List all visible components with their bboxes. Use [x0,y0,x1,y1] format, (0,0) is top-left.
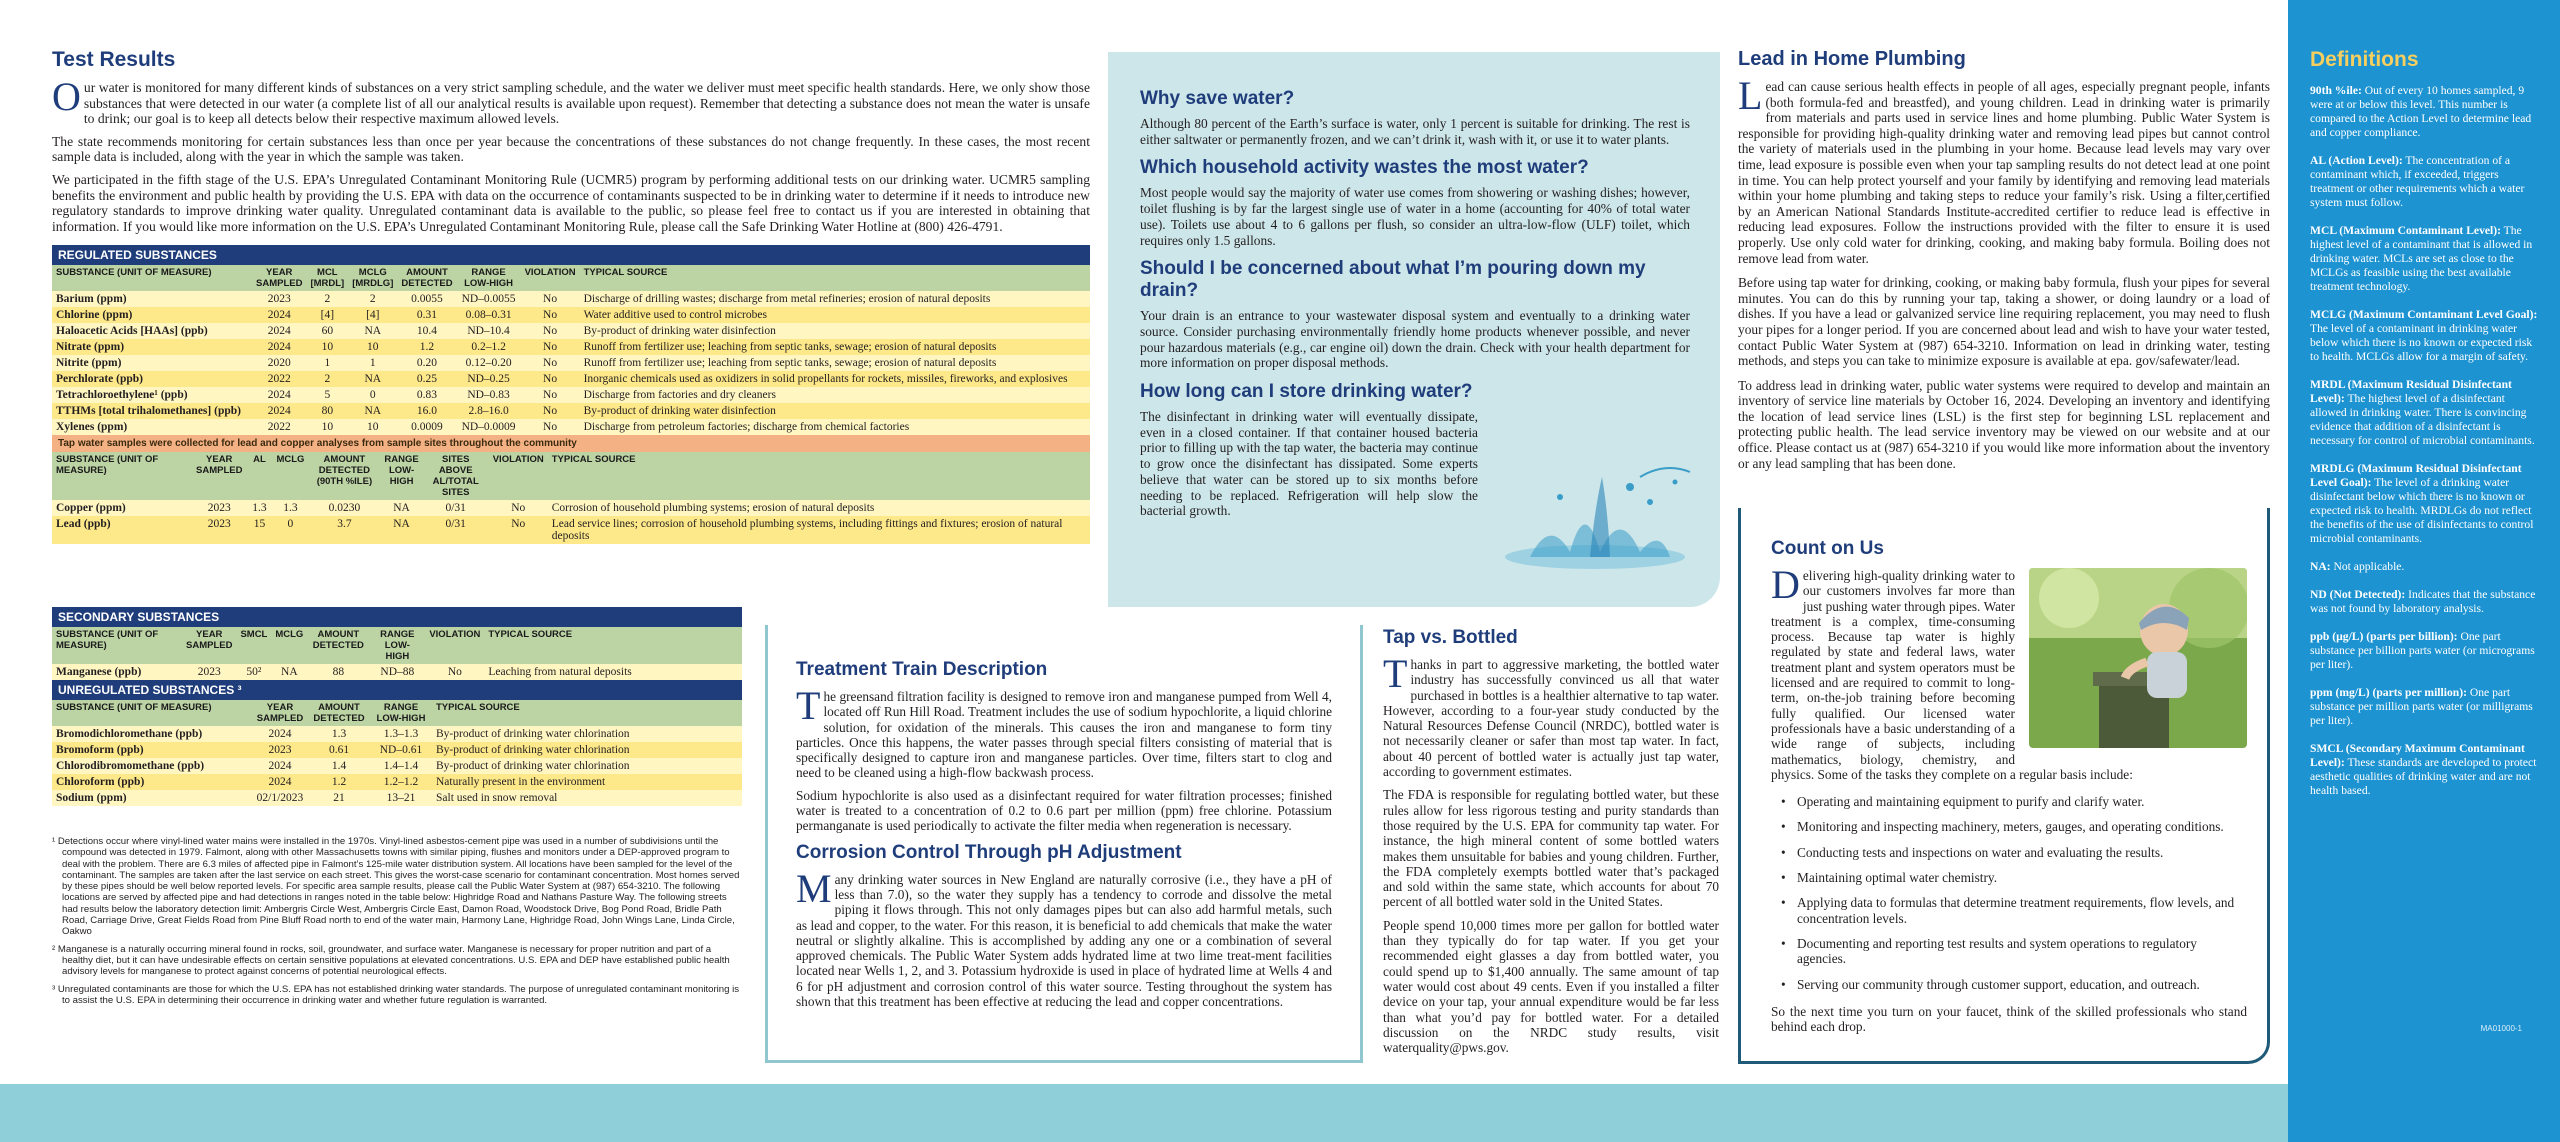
lead-p2: Before using tap water for drinking, cooking, or making baby formula, flush your pipes for several minutes. You can do this by running your tap, taking a shower, or doing laundry or a load of dishes. If you have a lead or galvanized service line requiring replacement, you may need to flush your pipes for a longer period. If you are concerned about lead and wish to have your water tested, contact Public Water System at (987) 654-3210. Information on lead in drinking water, testing methods, and steps you can take to minimize exposure is available at epa. gov/safewater/lead. [1738,275,2270,369]
water-splash-image [1490,457,1700,577]
definition-text: Out of every 10 homes sampled, 9 were at or below this level. This number is compared to the Action Level to determine lead and copper compliance. [2310,84,2532,139]
table-cell: NA [348,403,397,419]
table-cell: Lead service lines; corrosion of household plumbing systems, including fittings and fixtures; erosion of natural deposits [548,516,1090,544]
column-header: MCLG [MRDLG] [348,265,397,291]
table-cell: 2024 [252,758,308,774]
table-cell: Barium (ppm) [52,291,252,307]
table-cell: ND–88 [369,664,425,680]
column-header: VIOLATION [489,452,548,500]
table-cell: No [521,419,580,435]
table-cell: 2 [306,371,348,387]
table-cell: 0.0230 [308,500,380,516]
table-row [52,355,1090,371]
table-cell: ND–0.0009 [457,419,521,435]
footnote-2: ² Manganese is a naturally occurring mineral found in rocks, soil, groundwater, and surface water. Manganese is necessary for proper nutrition and part of a healthy diet, but it can have undesirable effects on certain sensitive populations at elevated concentrations. U.S. EPA and DEP have established public health advisory levels for manganese to protect against concerns of potential neurological effects. [52,943,730,978]
definition-item [2310,588,2542,616]
table-cell: 88 [307,664,369,680]
table-cell: By-product of drinking water disinfection [580,403,1090,419]
definition-item [2310,560,2542,574]
table-cell: 1.2 [308,774,370,790]
table-cell: 80 [306,403,348,419]
table-cell: NA [271,664,307,680]
table-cell: 2024 [252,726,308,742]
table-cell: 2023 [182,664,236,680]
definition-text: One part substance per million parts water (or milligrams per liter). [2310,686,2533,727]
table-cell: Runoff from fertilizer use; leaching from septic tanks, sewage; erosion of natural deposits [580,339,1090,355]
table-cell: Lead (ppb) [52,516,192,544]
table-cell: 10 [348,339,397,355]
table-cell: 2.8–16.0 [457,403,521,419]
bottom-strip [0,1084,2288,1142]
table-cell: 13–21 [370,790,432,806]
table-cell: 0.0009 [397,419,456,435]
table-cell: Discharge from factories and dry cleaners [580,387,1090,403]
table-cell: Discharge of drilling wastes; discharge from metal refineries; erosion of natural deposits [580,291,1090,307]
table-cell: By-product of drinking water chlorination [432,726,742,742]
table-cell: 5 [306,387,348,403]
column-header: SUBSTANCE (UNIT OF MEASURE) [52,265,252,291]
table-cell: TTHMs [total trihalomethanes] (ppb) [52,403,252,419]
table-cell: ND–0.83 [457,387,521,403]
column-header: RANGE LOW-HIGH [457,265,521,291]
column-header: YEAR SAMPLED [182,627,236,664]
definition-text: The level of a contaminant in drinking water below which there is no known or expected risk to health. MCLGs allow for a margin of safety. [2310,322,2533,363]
table-cell: 2024 [252,387,306,403]
count-p1: Delivering high-quality drinking water to our customers involves far more than just pushing water through pipes. Water treatment is a complex, time-consuming process. Because tap water is highly regulated by state and federal laws, water treatment plant and system operators must be licensed and are required to commit to long-term, on-the-job training before becoming fully qualified. Our licensed water professionals have a basic understanding of a wide range of subjects, including mathematics, biology, chemistry, and physics. Some of the tasks they complete on a regular basis include: [1771,562,2133,782]
definition-text: The concentration of a contaminant which, if exceeded, triggers treatment or other requirements which a water system must follow. [2310,154,2525,209]
definition-text: These standards are developed to protect aesthetic qualities of drinking water and are not health based. [2310,756,2537,797]
column-header: RANGE LOW-HIGH [380,452,422,500]
table-cell: 0/31 [423,516,489,544]
table-cell: NA [348,371,397,387]
definition-text: The highest level of a contaminant that is allowed in drinking water. MCLs are set as close to the MCLGs as feasible using the best available treatment technology. [2310,224,2533,293]
column-header: RANGE LOW-HIGH [370,700,432,726]
table-cell: Tetrachloroethylene¹ (ppb) [52,387,252,403]
table-row [52,500,1090,516]
table-cell: 1.4 [308,758,370,774]
column-header: AMOUNT DETECTED [397,265,456,291]
household-text: Most people would say the majority of water use comes from showering or washing dishes; however, toilet flushing is by far the largest single use of water in a home (accounting for 40% of total water use). Toilets use about 4 to 6 gallons per flush, so consider an ultra-low-flow (ULF) toilet, which requires only 1.5 gallons. [1140,185,1690,248]
column-header: VIOLATION [521,265,580,291]
table-cell: 2022 [252,419,306,435]
unregulated-heading: UNREGULATED SUBSTANCES ³ [52,680,742,700]
table-cell: ND–10.4 [457,323,521,339]
table-cell: Bromodichloromethane (ppb) [52,726,252,742]
table-cell: 10 [348,419,397,435]
table-cell: 0.08–0.31 [457,307,521,323]
lead-p1: Lead can cause serious health effects in people of all ages, especially pregnant people, infants (both formula-fed and breastfed), and young children. Lead in drinking water is primarily from materials and parts used in service lines and home plumbing. Public Water System is responsible for providing high-quality drinking water and removing lead pipes but cannot control the variety of materials used in the plumbing in your home. Because lead levels may vary over time, lead exposure is possible even when your tap sampling results do not detect lead at one point in time. You can help protect yourself and your family by identifying and removing lead materials within your home plumbing and taking steps to reduce your family’s risk. Using a filter,certified by an American National Standards Institute-accredited certifier to reduce lead is effective in reducing lead exposures. Follow the instructions provided with the filter to ensure it is used properly. Use only cold water for drinking, cooking, and making baby formula. Boiling does not remove lead from water. [1738,73,2270,266]
table-cell: 0.12–0.20 [457,355,521,371]
table-row [52,758,742,774]
secondary-table [52,627,742,680]
table-cell: NA [380,500,422,516]
column-header: AMOUNT DETECTED (90TH %ILE) [308,452,380,500]
test-results-p3: We participated in the fifth stage of the U.S. EPA’s Unregulated Contaminant Monitoring Rule (UCMR5) program by performing additional tests on our drinking water. UCMR5 sampling benefits the environment and public health by providing the U.S. EPA with data on the occurrence of contaminants suspected to be in drinking water to determine if it needs to introduce new regulatory standards to improve drinking water quality. Unregulated contaminant data is available to the public, so please feel free to contact us if you are interested in obtaining that information. If you would like more information on the U.S. EPA’s Unregulated Contaminant Monitoring Rule, please call the Safe Drinking Water Hotline at (800) 426-4791. [52,171,1090,234]
table-cell: Salt used in snow removal [432,790,742,806]
lead-copper-table [52,452,1090,544]
table-cell: No [521,403,580,419]
column-header: SUBSTANCE (UNIT OF MEASURE) [52,452,192,500]
table-cell: 21 [308,790,370,806]
dropcap: T [796,683,821,728]
table-cell: 2023 [252,742,308,758]
table-cell: Runoff from fertilizer use; leaching from septic tanks, sewage; erosion of natural deposits [580,355,1090,371]
unregulated-table [52,700,742,806]
table-cell: 2024 [252,323,306,339]
table-row [52,307,1090,323]
footnote-3: ³ Unregulated contaminants are those for which the U.S. EPA has not established drinking water standards. The purpose of unregulated contaminant monitoring is to assist the U.S. EPA in determining their occurrence in drinking water and whether future regulation is warranted. [52,983,740,1006]
table-cell: No [521,387,580,403]
regulated-table [52,265,1090,435]
table-cell: Nitrate (ppm) [52,339,252,355]
definition-item [2310,462,2542,546]
table-cell: [4] [306,307,348,323]
column-header: YEAR SAMPLED [252,700,308,726]
definition-term: MRDL (Maximum Residual Disinfectant Level): [2310,378,2512,405]
tap-title: Tap vs. Bottled [1383,627,1518,648]
table-cell: 2024 [252,403,306,419]
treatment-p2: Sodium hypochlorite is also used as a disinfectant required for water filtration processes; finished water is treated to a concentration of 0.2 to 0.6 part per million (ppm) free chlorine. Potassium permanganate is used periodically to activate the filter media when regeneration is necessary. [796,787,1332,834]
column-header: SMCL [236,627,271,664]
table-cell: 2024 [252,774,308,790]
definition-item [2310,630,2542,672]
corrosion-p1: Many drinking water sources in New England are naturally corrosive (i.e., they have a pH of less than 7.0), so the water they supply has a tendency to corrode and dissolve the metal piping it flows through. This not only damages pipes but can also add harmful metals, such as lead and copper, to the water. For this reason, it is beneficial to add chemicals that make the water neutral or slightly alkaline. This is accomplished by adding any one or a combination of several approved chemicals. The Public Water System adds hydrated lime at two lime treat-ment facilities located near Wells 1, 2, and 3. Potassium hydroxide is used in place of hydrated lime at Wells 4 and 6 for pH adjustment and corrosion control of this water source. Testing throughout the system has shown that this treatment has been effective at reducing the lead and copper concentrations. [796,865,1332,1010]
table-cell: ND–0.61 [370,742,432,758]
column-header: MCLG [271,627,307,664]
table-cell: 0.31 [397,307,456,323]
definition-term: ppb (µg/L) (parts per billion): [2310,630,2458,643]
table-cell: Manganese (ppb) [52,664,182,680]
lead-copper-note: Tap water samples were collected for lead and copper analyses from sample sites throughout the community [52,435,1090,452]
table-cell: Bromoform (ppb) [52,742,252,758]
column-header: TYPICAL SOURCE [580,265,1090,291]
dropcap: L [1738,73,1763,118]
table-cell: [4] [348,307,397,323]
why-save-title: Why save water? [1140,88,1295,109]
treatment-section [765,625,1363,1063]
table-cell: 1.3 [246,500,272,516]
lead-p3: To address lead in drinking water, public water systems were required to develop and maintain an inventory of service line materials by October 16, 2024. Developing an inventory and identifying the location of lead service lines (LSL) is the first step for beginning LSL replacement and protecting public health. The lead service inventory may be viewed on our website and at our office. Please contact us at (987) 654-3210 if you would like more information about the inventory or any lead sampling that has been done. [1738,377,2270,471]
table-cell: 0 [272,516,308,544]
drain-title: Should I be concerned about what I’m pouring down my drain? [1140,258,1646,302]
list-item: • Documenting and reporting test results and system operations to regulatory agencies. [1781,936,2247,967]
column-header: AMOUNT DETECTED [308,700,370,726]
definition-item [2310,224,2542,294]
column-header: SUBSTANCE (UNIT OF MEASURE) [52,627,182,664]
table-cell: 1.3 [272,500,308,516]
table-cell: 1.2 [397,339,456,355]
column-header: MCLG [272,452,308,500]
table-cell: Chlorine (ppm) [52,307,252,323]
table-header-row [52,452,1090,500]
table-header-row [52,265,1090,291]
definition-term: ND (Not Detected): [2310,588,2406,601]
table-cell: 10 [306,419,348,435]
column-header: AL [246,452,272,500]
table-row [52,726,742,742]
list-item: • Applying data to formulas that determine treatment requirements, flow levels, and concentration levels. [1781,895,2247,926]
table-row [52,742,742,758]
definition-term: SMCL (Secondary Maximum Contaminant Level): [2310,742,2525,769]
store-text: The disinfectant in drinking water will eventually dissipate, even in a closed container. If that container housed bacteria prior to filling up with the tap water, the bacteria may continue to grow once the disinfectant has dissipated. Some experts believe that water can be stored up to six months before needing to be replaced. Refrigeration will help slow the bacterial growth. [1140,409,1478,519]
column-header: YEAR SAMPLED [252,265,306,291]
definitions-panel [2288,0,2560,1142]
table-row [52,516,1090,544]
count-p2: So the next time you turn on your faucet, think of the skilled professionals who stand behind each drop. [1771,1003,2247,1035]
lead-section [1738,48,2270,480]
list-item: • Monitoring and inspecting machinery, meters, gauges, and operating conditions. [1781,819,2247,834]
dropcap: T [1383,651,1408,696]
table-cell: Leaching from natural deposits [484,664,742,680]
drain-text: Your drain is an entrance to your wastewater disposal system and eventually to a drinking water source. Consider purchasing environmentally friendly home products whenever possible, and never pour hazardous materials (e.g., car engine oil) down the drain. Check with your health department for more information on proper disposal methods. [1140,308,1690,371]
table-cell: 1 [306,355,348,371]
definition-term: NA: [2310,560,2331,573]
lower-tables [52,607,742,806]
list-item: • Conducting tests and inspections on water and evaluating the results. [1781,845,2247,860]
table-cell: No [521,371,580,387]
list-item: • Maintaining optimal water chemistry. [1781,870,2247,885]
list-item: • Serving our community through customer support, education, and outreach. [1781,977,2247,992]
table-row [52,339,1090,355]
table-row [52,419,1090,435]
table-cell: Corrosion of household plumbing systems; erosion of natural deposits [548,500,1090,516]
table-cell: Nitrite (ppm) [52,355,252,371]
dropcap: M [796,865,832,911]
column-header: MCL [MRDL] [306,265,348,291]
table-cell: No [521,323,580,339]
table-row [52,790,742,806]
water-faq-panel [1108,52,1720,607]
table-cell: 2023 [192,516,246,544]
table-row [52,371,1090,387]
table-cell: By-product of drinking water disinfection [580,323,1090,339]
footnote-1: ¹ Detections occur where vinyl-lined water mains were installed in the 1970s. Vinyl-lined asbestos-cement pipe was used in a number of subdivisions until the compound was detected in 1979. Falmont, along with other Massachusetts towns with similar piping, flushes and monitors under a DEP-approved program to deal with the problem. There are 6.3 miles of affected pipe in Falmont’s 125-mile water distribution system. All locations have been sampled for the level of the contaminant. The samples are taken after the last service on each street. This gives the worst-case scenario for contaminant concentration. Most homes served by these pipes should be well below reported levels. For specific area sample results, please call the Public Water System at (987) 654-3210. The following locations are served by affected pipe and had detections in ranges noted in the table below: Highridge Road and Nathans Pasture Way. The following streets had results below the laboratory detection limit: Ambergris Circle West, Ambergris Circle East, Damon Road, Woodstock Drive, Bog Pond Road, Bridle Path Road, Carriage Drive, Great Fields Road from Pine Bluff Road north to end of the water main, Harmony Lane, Highridge Road, John Wings Lane, Linda Circle, Oakwo [52,836,740,938]
table-cell: Discharge from petroleum factories; discharge from chemical factories [580,419,1090,435]
table-cell: 0.25 [397,371,456,387]
column-header: SITES ABOVE AL/TOTAL SITES [423,452,489,500]
table-cell: 1.3 [308,726,370,742]
definition-item [2310,308,2542,364]
definition-item [2310,84,2542,140]
column-header: SUBSTANCE (UNIT OF MEASURE) [52,700,252,726]
table-cell: 0.2–1.2 [457,339,521,355]
treatment-p1: The greensand filtration facility is designed to remove iron and manganese pumped from Well 4, located off Run Hill Road. Treatment includes the use of sodium hypochlorite, a liquid chlorine solution, for oxidation of the minerals. This causes the iron and manganese to form tiny particles. Once this happens, the water passes through special filters consisting of material that is specifically designed to capture iron and manganese particles. Over time, filters start to clog and need to be cleaned using a high-flow backwash process. [796,683,1332,781]
table-row [52,664,742,680]
table-row [52,323,1090,339]
count-on-us-section [1738,508,2270,1064]
table-cell: 2024 [252,307,306,323]
count-title: Count on Us [1771,538,1884,559]
table-cell: No [489,516,548,544]
regulated-heading: REGULATED SUBSTANCES [52,245,1090,265]
table-cell: By-product of drinking water chlorination [432,758,742,774]
table-cell: Xylenes (ppm) [52,419,252,435]
table-cell: 2024 [252,339,306,355]
column-header: TYPICAL SOURCE [432,700,742,726]
table-cell: 1.4–1.4 [370,758,432,774]
definition-text: The level of a drinking water disinfectant below which there is no known or expected risk to health. MRDLGs do not reflect the benefits of the use of disinfectants to control microbial contaminants. [2310,476,2534,545]
definition-term: MCLG (Maximum Contaminant Level Goal): [2310,308,2538,321]
tap-p2: The FDA is responsible for regulating bottled water, but these rules allow for less rigorous testing and purity standards than those required by the U.S. EPA for community tap water. For instance, the high mineral content of some bottled waters makes them unsuitable for babies and young children. Further, the FDA completely exempts bottled water that’s packaged and sold within the same state, which accounts for about 70 percent of all bottled water sold in the United States. [1383,787,1719,910]
table-cell: 1.2–1.2 [370,774,432,790]
table-row [52,387,1090,403]
definition-term: 90th %ile: [2310,84,2362,97]
definition-item [2310,686,2542,728]
table-cell: 50² [236,664,271,680]
footnotes [52,836,742,1012]
table-cell: No [425,664,484,680]
table-cell: 2022 [252,371,306,387]
definitions-title: Definitions [2310,48,2419,71]
table-cell: Water additive used to control microbes [580,307,1090,323]
table-cell: 1 [348,355,397,371]
column-header: VIOLATION [425,627,484,664]
table-cell: 0.61 [308,742,370,758]
table-header-row [52,627,742,664]
definition-term: ppm (mg/L) (parts per million): [2310,686,2467,699]
table-cell: No [521,307,580,323]
table-cell: 3.7 [308,516,380,544]
table-cell: 10 [306,339,348,355]
table-cell: Sodium (ppm) [52,790,252,806]
table-cell: Haloacetic Acids [HAAs] (ppb) [52,323,252,339]
table-cell: 0.20 [397,355,456,371]
definition-text: The highest level of a disinfectant allowed in drinking water. There is convincing evidence that addition of a disinfectant is necessary for control of microbial contaminants. [2310,392,2535,447]
table-cell: ND–0.0055 [457,291,521,307]
table-cell: Inorganic chemicals used as oxidizers in solid propellants for rockets, missiles, fireworks, and explosives [580,371,1090,387]
definition-item [2310,154,2542,210]
table-cell: 2023 [192,500,246,516]
table-cell: Chloroform (ppb) [52,774,252,790]
table-cell: NA [348,323,397,339]
definition-text: Not applicable. [2330,560,2405,573]
table-cell: 0 [348,387,397,403]
column-header: TYPICAL SOURCE [484,627,742,664]
treatment-title: Treatment Train Description [796,659,1048,680]
column-header: AMOUNT DETECTED [307,627,369,664]
lead-title: Lead in Home Plumbing [1738,48,1966,70]
table-cell: 0.0055 [397,291,456,307]
table-cell: 2023 [252,291,306,307]
table-cell: Perchlorate (ppb) [52,371,252,387]
boy-drinking-fountain-photo [2029,568,2247,748]
definitions-list [2310,84,2542,798]
table-cell: 1.3–1.3 [370,726,432,742]
column-header: YEAR SAMPLED [192,452,246,500]
dropcap: O [52,74,81,119]
table-cell: No [521,291,580,307]
table-cell: 0/31 [423,500,489,516]
definition-term: AL (Action Level): [2310,154,2403,167]
table-cell: 10.4 [397,323,456,339]
table-cell: 02/1/2023 [252,790,308,806]
table-header-row [52,700,742,726]
table-cell: Copper (ppm) [52,500,192,516]
table-cell: Naturally present in the environment [432,774,742,790]
tasks-list [1781,794,2247,992]
list-item: • Operating and maintaining equipment to purify and clarify water. [1781,794,2247,809]
table-cell: No [521,339,580,355]
store-title: How long can I store drinking water? [1140,381,1473,403]
test-results-section [52,48,1090,544]
test-results-intro: Our water is monitored for many different kinds of substances on a very strict sampling schedule, and the water we deliver must meet specific health standards. Here, we only show those substances that were detected in our water (a complete list of all our analytical results is available upon request). Remember that detecting a substance does not mean the water is unsafe to drink; our goal is to keep all detects below their respective maximum allowed levels. [52,74,1090,127]
definition-item [2310,742,2542,798]
definition-item [2310,378,2542,448]
column-header: RANGE LOW-HIGH [369,627,425,664]
document-code: MA01000-1 [2480,1024,2522,1033]
dropcap: D [1771,562,1800,607]
table-cell: 2 [306,291,348,307]
table-cell: 0.83 [397,387,456,403]
definition-term: MCL (Maximum Contaminant Level): [2310,224,2501,237]
table-cell: 16.0 [397,403,456,419]
table-cell: 60 [306,323,348,339]
table-cell: ND–0.25 [457,371,521,387]
table-cell: NA [380,516,422,544]
definition-term: MRDLG (Maximum Residual Disinfectant Level Goal): [2310,462,2522,489]
household-title: Which household activity wastes the most water? [1140,157,1589,179]
corrosion-title: Corrosion Control Through pH Adjustment [796,841,1182,863]
why-save-text: Although 80 percent of the Earth’s surface is water, only 1 percent is suitable for drinking. The rest is either saltwater or permanently frozen, and we can’t drink it, wash with it, or use it to water plants. [1140,116,1690,147]
table-cell: 2 [348,291,397,307]
tap-p1: Thanks in part to aggressive marketing, the bottled water industry has successfully convinced us all that water purchased in bottles is a healthier alternative to tap water. However, according to a four-year study conducted by the Natural Resources Defense Council (NRDC), bottled water is not necessarily cleaner or safer than most tap water. In fact, about 40 percent of bottled water is actually just tap water, according to government estimates. [1383,651,1719,780]
tap-p3: People spend 10,000 times more per gallon for bottled water than they typically do for tap water. If you get your recommended eight glasses a day from bottled water, you could spend up to $1,400 annually. The same amount of tap water would cost about 49 cents. Even if you installed a filter device on your tap, your annual expenditure would be far less than what you’d pay for bottled water. For a detailed discussion on the NRDC study results, visit waterquality@pws.gov. [1383,917,1719,1056]
tap-vs-bottled-section [1383,627,1719,1063]
table-cell: Chlorodibromomethane (ppb) [52,758,252,774]
table-cell: By-product of drinking water chlorination [432,742,742,758]
table-cell: 2020 [252,355,306,371]
test-results-title: Test Results [52,48,176,71]
test-results-p2: The state recommends monitoring for certain substances less than once per year because the concentrations of these substances do not change frequently. In these cases, the most recent sample data is included, along with the year in which the sample was taken. [52,133,1090,165]
table-cell: 15 [246,516,272,544]
table-row [52,291,1090,307]
table-cell: No [521,355,580,371]
table-row [52,774,742,790]
column-header: TYPICAL SOURCE [548,452,1090,500]
secondary-heading: SECONDARY SUBSTANCES [52,607,742,627]
table-cell: No [489,500,548,516]
definition-text: Indicates that the substance was not found by laboratory analysis. [2310,588,2536,615]
table-row [52,403,1090,419]
definition-text: One part substance per billion parts water (or micrograms per liter). [2310,630,2535,671]
